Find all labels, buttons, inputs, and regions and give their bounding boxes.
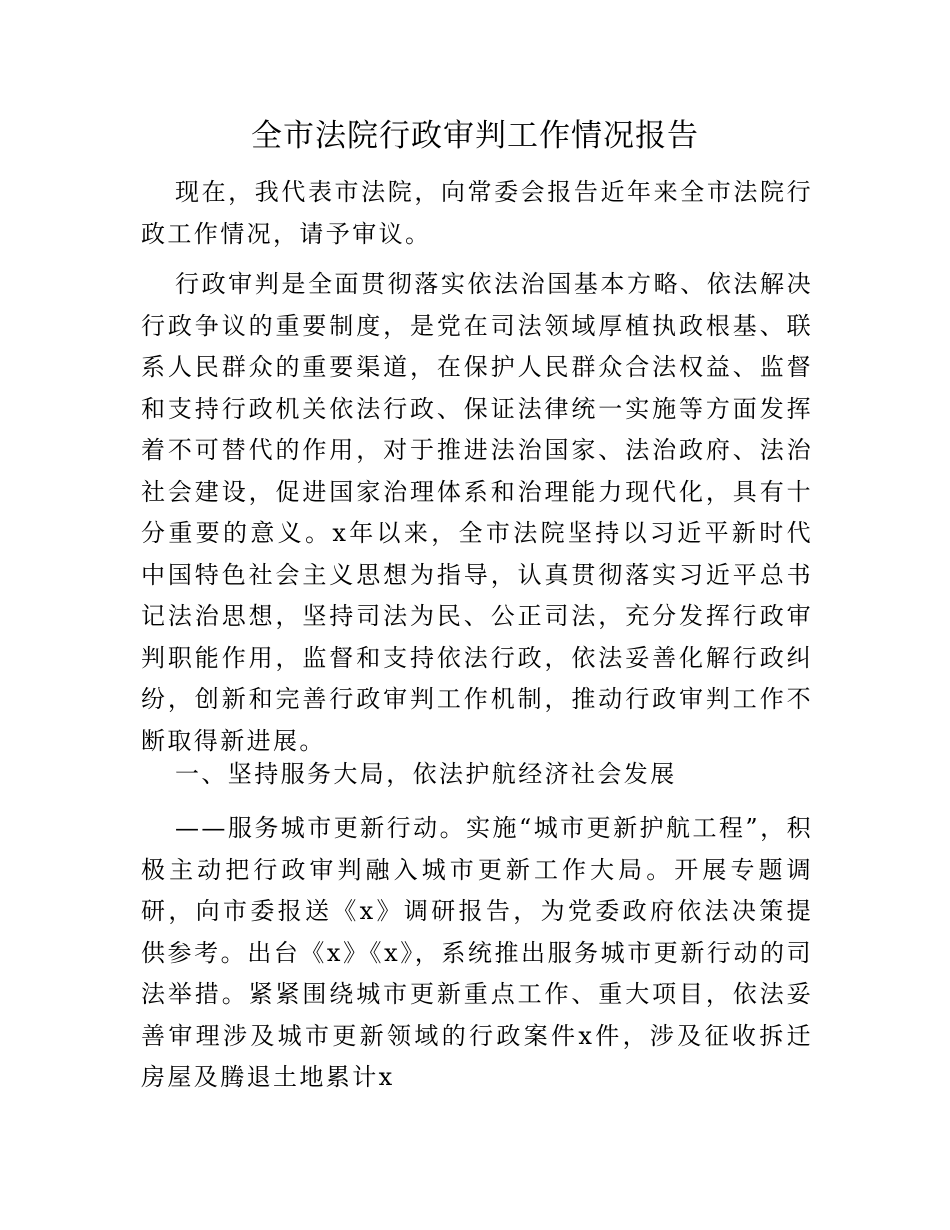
paragraph-background: 行政审判是全面贯彻落实依法治国基本方略、依法解决行政争议的重要制度，是党在司法领域厚植执政根基、联系人民群众的重要渠道，在保护人民群众合法权益、监督和支持行政机关依法行政、保证法律统一实施等方面发挥着不可替代的作用，对于推进法治国家、法治政府、法治社会建设，促进国家治理体系和治理能力现代化，具有十分重要的意义。x年以来，全市法院坚持以习近平新时代中国特色社会主义思想为指导，认真贯彻落实习近平总书记法治思想，坚持司法为民、公正司法，充分发挥行政审判职能作用，监督和支持依法行政，依法妥善化解行政纠纷，创新和完善行政审判工作机制，推动行政审判工作不断取得新进展。	[141, 270, 813, 755]
paragraph-urban-renewal: ——服务城市更新行动。实施“城市更新护航工程”，积极主动把行政审判融入城市更新工作大局。开展专题调研，向市委报送《x》调研报告，为党委政府依法决策提供参考。出台《x》《x》，系统推出服务城市更新行动的司法举措。紧紧围绕城市更新重点工作、重大项目，依法妥善审理涉及城市更新领域的行政案件x件，涉及征收拆迁房屋及腾退土地累计x	[141, 814, 813, 1091]
section-heading-1: 一、坚持服务大局，依法护航经济社会发展	[175, 760, 677, 788]
document-title: 全市法院行政审判工作情况报告	[251, 118, 699, 154]
paragraph-opening: 现在，我代表市法院，向常委会报告近年来全市法院行政工作情况，请予审议。	[141, 178, 813, 248]
